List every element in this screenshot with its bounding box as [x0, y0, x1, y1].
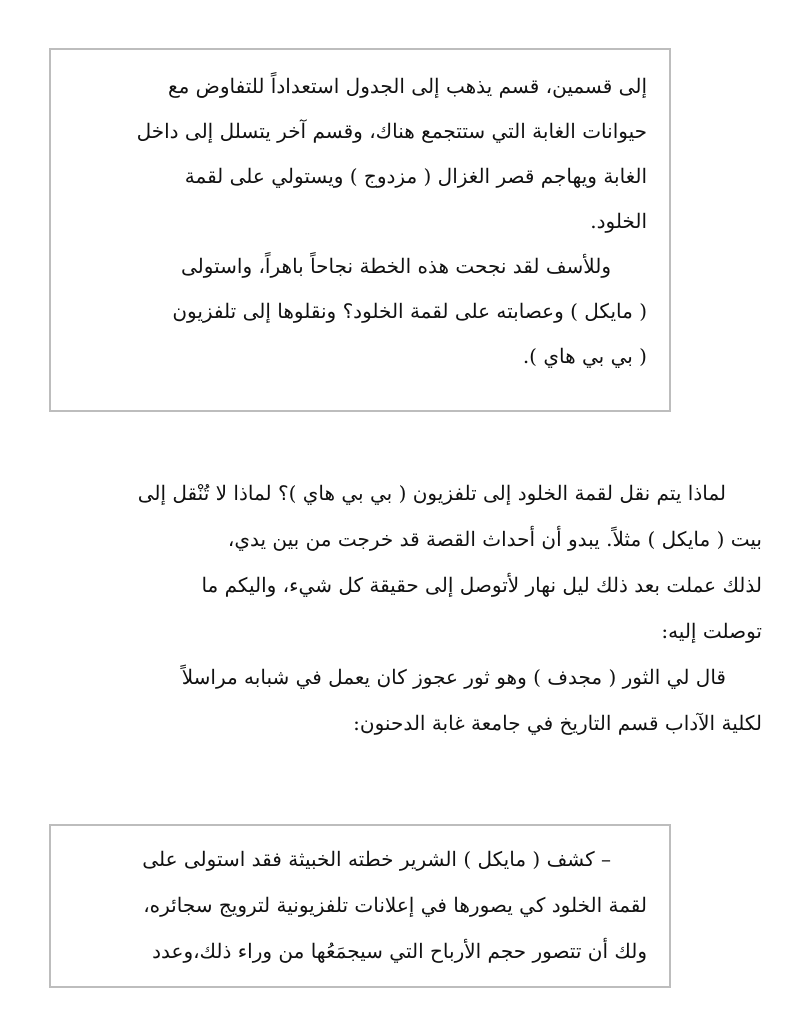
- text-line: توصلت إليه:: [661, 619, 762, 643]
- text-line: لذلك عملت بعد ذلك ليل نهار لأتوصل إلى حقيقة كل شيء، واليكم ما: [201, 573, 762, 597]
- text-line: حيوانات الغابة التي ستتجمع هناك، وقسم آخر يتسلل إلى داخل: [136, 119, 647, 143]
- text-line: لماذا يتم نقل لقمة الخلود إلى تلفزيون ( بي بي هاي )؟ لماذا لا تُنْقل إلى: [137, 481, 726, 505]
- text-line: قال لي الثور ( مجدف ) وهو ثور عجوز كان يعمل في شبابه مراسلاً: [181, 665, 726, 689]
- body-paragraphs: [40, 470, 762, 746]
- quoted-passage-top: [49, 48, 671, 412]
- text-line: وللأسف لقد نجحت هذه الخطة نجاحاً باهراً، واستولى: [181, 254, 611, 278]
- text-line: ( مايكل ) وعصابته على لقمة الخلود؟ ونقلوها إلى تلفزيون: [172, 299, 647, 323]
- text-line: ( بي بي هاي ).: [522, 344, 647, 368]
- text-line: بيت ( مايكل ) مثلاً. يبدو أن أحداث القصة قد خرجت من بين يدي،: [227, 527, 762, 551]
- text-line: ولك أن تتصور حجم الأرباح التي سيجمَعُها من وراء ذلك،وعدد: [152, 939, 647, 963]
- text-line: لكلية الآداب قسم التاريخ في جامعة غابة الدحنون:: [353, 711, 762, 735]
- quoted-passage-bottom: [49, 824, 671, 988]
- text-line: إلى قسمين، قسم يذهب إلى الجدول استعداداً للتفاوض مع: [167, 74, 647, 98]
- text-line: – كشف ( مايكل ) الشرير خطته الخبيثة فقد استولى على: [142, 847, 611, 871]
- text-line: لقمة الخلود كي يصورها في إعلانات تلفزيونية لترويج سجائره،: [143, 893, 647, 917]
- text-line: الخلود.: [590, 209, 647, 233]
- text-line: الغابة ويهاجم قصر الغزال ( مزدوج ) ويستولي على لقمة: [184, 164, 647, 188]
